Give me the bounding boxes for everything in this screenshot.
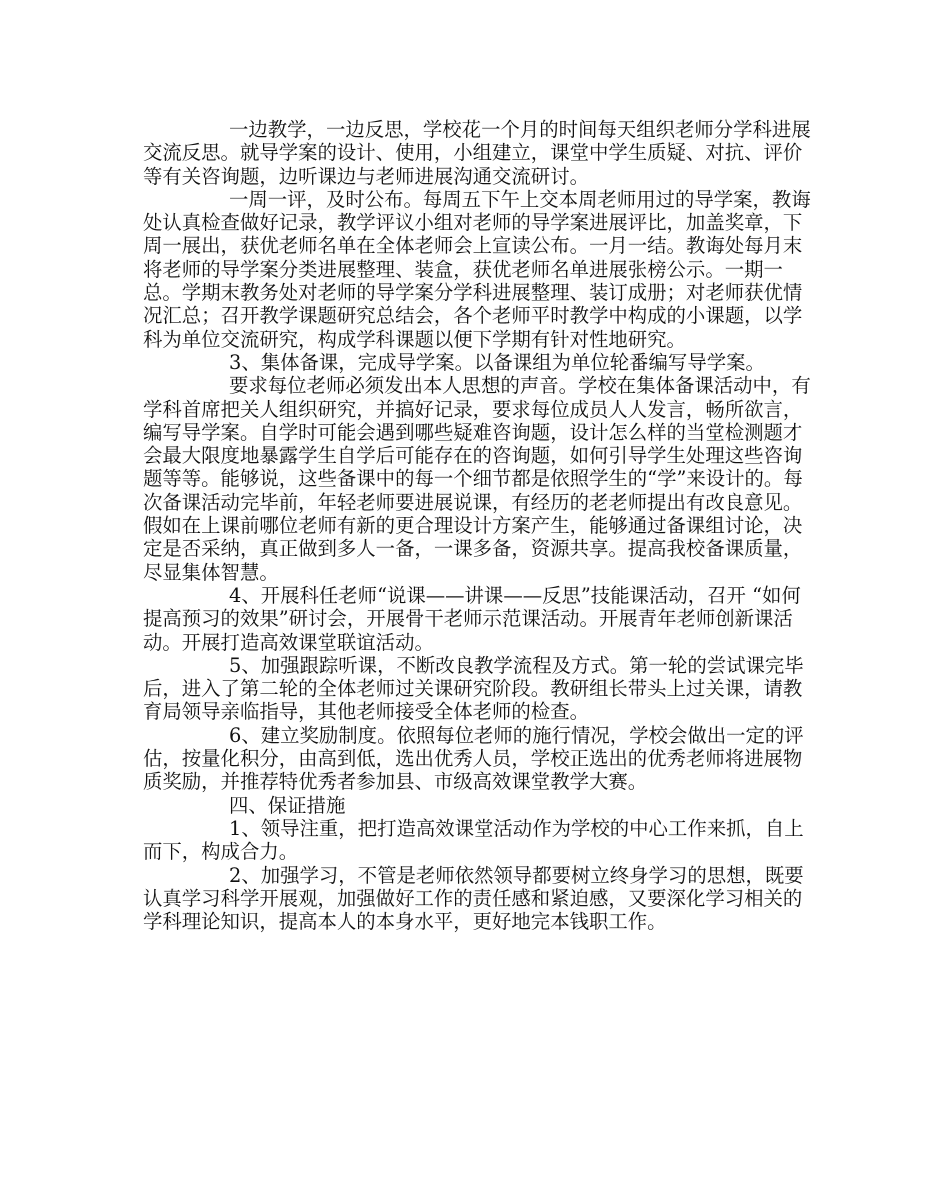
- paragraph-skills-activities: 4、开展科任老师“说课——讲课——反思”技能课活动，召开 “如何提高预习的效果”研讨会，开展骨干老师示范课活动。开展青年老师创新课活动。开展打造高效课堂联谊活动。: [143, 583, 801, 654]
- section-heading-measures: 四、保证措施: [229, 793, 346, 817]
- document-page: [143, 118, 819, 933]
- paragraph-learning: 2、加强学习，不管是老师依然领导都要树立终身学习的思想，既要认真学习科学开展观，加强做好工作的责任感和紧迫感，又要深化学习相关的学科理论知识，提高本人的本身水平，更好地完本钱职工作。: [143, 863, 804, 934]
- paragraph-follow-up-lessons: 5、加强跟踪听课，不断改良教学流程及方式。第一轮的尝试课完毕后，进入了第二轮的全体老师过关课研究阶段。教研组长带头上过关课，请教育局领导亲临指导，其他老师接受全体老师的检查。: [143, 653, 804, 724]
- paragraph-reflection: 一边教学，一边反思，学校花一个月的时间每天组织老师分学科进展交流反思。就导学案的设计、使用，小组建立，课堂中学生质疑、对抗、评价等有关咨询题，边听课边与老师进展沟通交流研讨。: [143, 118, 811, 188]
- paragraph-collective-lesson-prep: 3、集体备课，完成导学案。以备课组为单位轮番编写导学案。: [229, 350, 765, 374]
- paragraph-weekly-review: 一周一评，及时公布。每周五下午上交本周老师用过的导学案，教诲处认真检查做好记录，教学评议小组对老师的导学案进展评比，加盖奖章，下周一展出，获优老师名单在全体老师会上宣读公布。一月一结。教诲处每月末将老师的导学案分类进展整理、装盒，获优老师名单进展张榜公示。一期一总。学期末教务处对老师的导学案分学科进展整理、装订成册；对老师获优情况汇总；召开教学课题研究总结会，各个老师平时教学中构成的小课题，以学科为单位交流研究，构成学科课题以便下学期有针对性地研究。: [143, 187, 811, 351]
- paragraph-reward-system: 6、建立奖励制度。依照每位老师的施行情况，学校会做出一定的评估，按量化积分，由高到低，选出优秀人员，学校正选出的优秀老师将进展物质奖励，并推荐特优秀者参加县、市级高效课堂教学大赛。: [143, 723, 804, 794]
- paragraph-leadership: 1、领导注重，把打造高效课堂活动作为学校的中心工作来抓，自上而下，构成合力。: [143, 816, 804, 864]
- paragraph-teacher-voice: 要求每位老师必须发出本人思想的声音。学校在集体备课活动中，有学科首席把关人组织研究，并搞好记录，要求每位成员人人发言，畅所欲言，编写导学案。自学时可能会遇到哪些疑难咨询题，设计怎么样的当堂检测题才会最大限度地暴露学生自学后可能存在的咨询题，如何引导学生处理这些咨询题等等。能够说，这些备课中的每一个细节都是依照学生的“学”来设计的。每次备课活动完毕前，年轻老师要进展说课，有经历的老老师提出有改良意见。假如在上课前哪位老师有新的更合理设计方案产生，能够通过备课组讨论，决定是否采纳，真正做到多人一备，一课多备，资源共享。提高我校备课质量，尽显集体智慧。: [143, 374, 811, 584]
